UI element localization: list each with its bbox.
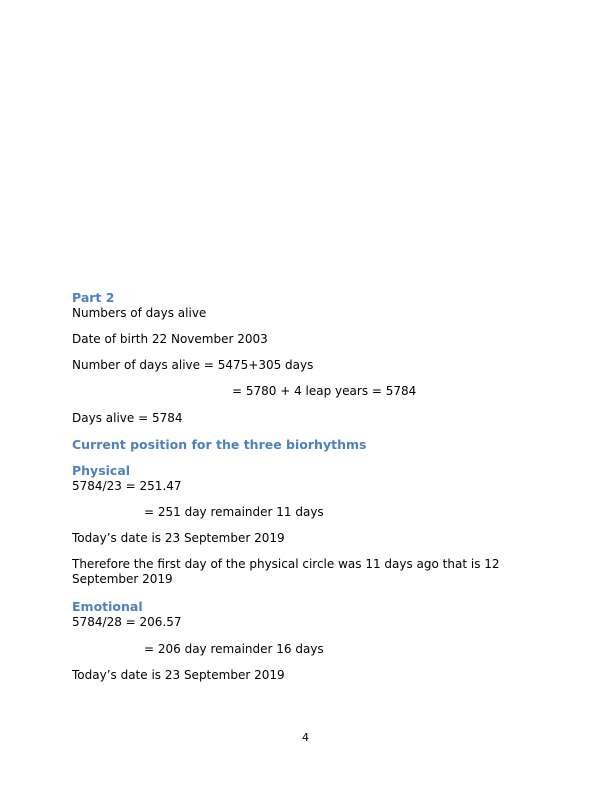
part-heading: Part 2 [72, 290, 115, 305]
days-alive-calc-continued: = 5780 + 4 leap years = 5784 [232, 384, 417, 398]
physical-remainder-text: = 251 day remainder 11 days [144, 505, 324, 519]
emotional-division-text: 5784/28 = 206.57 [72, 615, 182, 629]
date-of-birth-text: Date of birth 22 November 2003 [72, 332, 268, 346]
numbers-days-alive-text: Numbers of days alive [72, 306, 207, 320]
emotional-heading: Emotional [72, 599, 143, 614]
days-alive-calc-text: Number of days alive = 5475+305 days [72, 358, 314, 372]
physical-heading: Physical [72, 463, 131, 478]
physical-conclusion-text: Therefore the first day of the physical circle was 11 days ago that is 12 September 2019 [72, 557, 500, 586]
days-alive-total-text: Days alive = 5784 [72, 411, 183, 425]
emotional-todays-date-text: Today’s date is 23 September 2019 [72, 668, 285, 682]
page-number: 4 [302, 731, 309, 744]
emotional-remainder-text: = 206 day remainder 16 days [144, 642, 324, 656]
current-position-heading: Current position for the three biorhythms [72, 437, 367, 452]
physical-division-text: 5784/23 = 251.47 [72, 479, 182, 493]
physical-todays-date-text: Today’s date is 23 September 2019 [72, 531, 285, 545]
